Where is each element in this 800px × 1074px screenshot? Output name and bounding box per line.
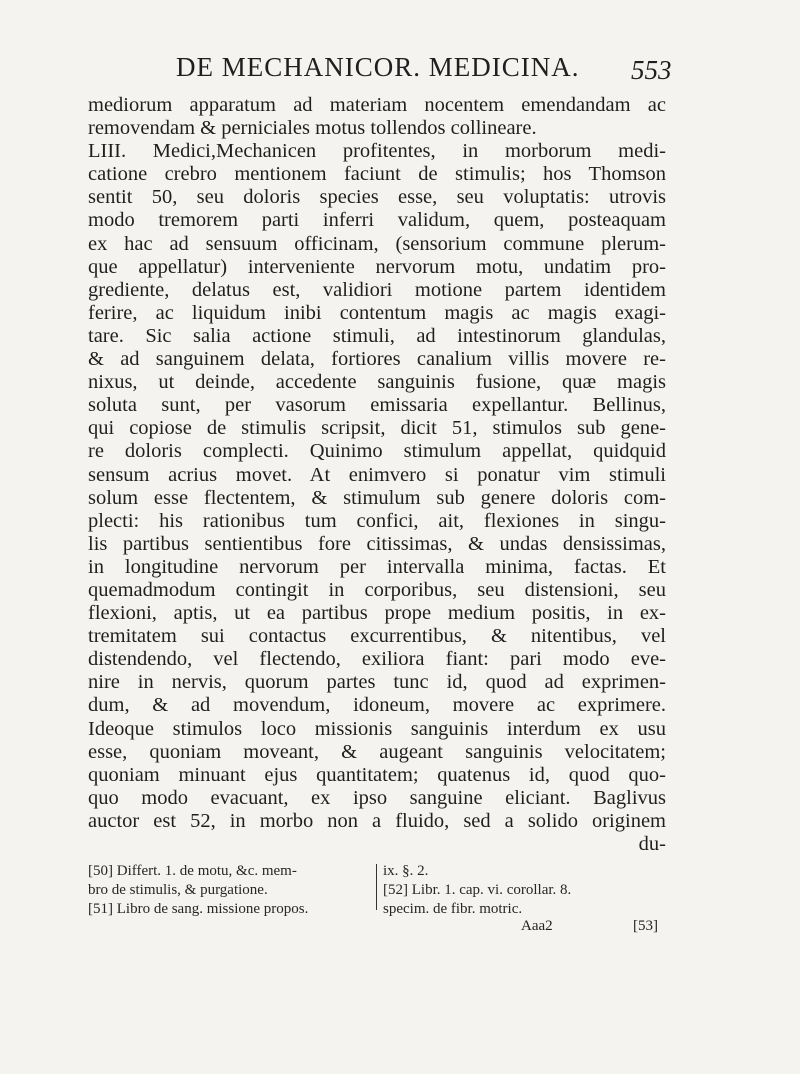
text-line: re doloris complecti. Quinimo stimulum appellat, quidquid (88, 440, 666, 463)
text-line: dum, & ad movendum, idoneum, movere ac exprimere. (88, 694, 666, 717)
text-line: plecti: his rationibus tum confici, ait, flexiones in singu- (88, 509, 666, 532)
text-line: que appellatur) interveniente nervorum motu, undatim pro- (88, 255, 666, 278)
footnote-divider (376, 864, 377, 910)
text-line: sensum acrius movet. At enimvero si ponatur vim stimuli (88, 463, 666, 486)
footnote-line: [52] Libr. 1. cap. vi. corollar. 8. (383, 882, 572, 898)
text-line: sentit 50, seu doloris species esse, seu voluptatis: utrovis (88, 186, 666, 209)
page-header (176, 52, 676, 88)
text-line: nire in nervis, quorum partes tunc id, quod ad exprimen- (88, 671, 666, 694)
text-line: distendendo, vel flectendo, exiliora fiant: pari modo eve- (88, 648, 666, 671)
text-line: mediorum apparatum ad materiam nocentem emendandam ac (88, 94, 666, 116)
text-line: ex hac ad sensuum officinam, (sensorium commune plerum- (88, 232, 666, 255)
text-line: esse, quoniam moveant, & augeant sanguinis velocitatem; (88, 740, 666, 763)
text-line: removendam & perniciales motus tollendos collineare. (88, 117, 537, 140)
text-line: quemadmodum contingit in corporibus, seu distensioni, seu (88, 578, 666, 601)
running-head: DE MECHANICOR. MEDICINA. (176, 52, 580, 82)
footnotes-left-column (88, 862, 378, 919)
text-line: auctor est 52, in morbo non a fluido, sed a solido originem (88, 809, 666, 832)
text-line: qui copiose de stimulis scripsit, dicit 51, stimulos sub gene- (88, 417, 666, 440)
footnote-line: bro de stimulis, & purgatione. (88, 882, 268, 898)
footnote-line: [50] Differt. 1. de motu, &c. mem- (88, 863, 297, 879)
text-line: soluta sunt, per vasorum emissaria expellantur. Bellinus, (88, 394, 666, 417)
text-line: lis partibus sentientibus fore citissimas, & undas densissimas, (88, 532, 666, 555)
text-line: catione crebro mentionem faciunt de stimulis; hos Thomson (88, 163, 666, 186)
text-line: LIII. Medici,Mechanicen profitentes, in morborum medi- (88, 140, 666, 163)
text-line: & ad sanguinem delata, fortiores canalium villis movere re- (88, 348, 666, 371)
main-text (88, 94, 666, 856)
text-line: Ideoque stimulos loco missionis sanguinis interdum ex usu (88, 717, 666, 740)
text-line: solum esse flectentem, & stimulum sub genere doloris com- (88, 486, 666, 509)
text-line: tare. Sic salia actione stimuli, ad intestinorum glandulas, (88, 324, 666, 347)
footnote-line: [51] Libro de sang. missione propos. (88, 901, 309, 917)
text-line: modo tremorem parti inferri validum, quem, posteaquam (88, 209, 666, 232)
footnote-number-marker: [53] (633, 918, 658, 934)
footnote-line: ix. §. 2. (383, 863, 429, 879)
text-line: ferire, ac liquidum inibi contentum magis ac magis exagi- (88, 301, 666, 324)
text-line: grediente, delatus est, validiori motione partem identidem (88, 278, 666, 301)
text-line: in longitudine nervorum per intervalla minima, factas. Et (88, 555, 666, 578)
text-line: flexioni, aptis, ut ea partibus prope medium positis, in ex- (88, 602, 666, 625)
catchword: du- (638, 833, 666, 855)
page-number: 553 (631, 55, 672, 85)
text-line: tremitatem sui contactus excurrentibus, & nitentibus, vel (88, 625, 666, 648)
footnote-line: specim. de fibr. motric. (383, 901, 523, 917)
text-line: quoniam minuant ejus quantitatem; quatenus id, quod quo- (88, 763, 666, 786)
text-line: quo modo evacuant, ex ipso sanguine eliciant. Baglivus (88, 786, 666, 809)
footnotes-right-column (383, 862, 668, 919)
text-line: nixus, ut deinde, accedente sanguinis fusione, quæ magis (88, 371, 666, 394)
signature-mark: Aaa2 (521, 918, 553, 934)
